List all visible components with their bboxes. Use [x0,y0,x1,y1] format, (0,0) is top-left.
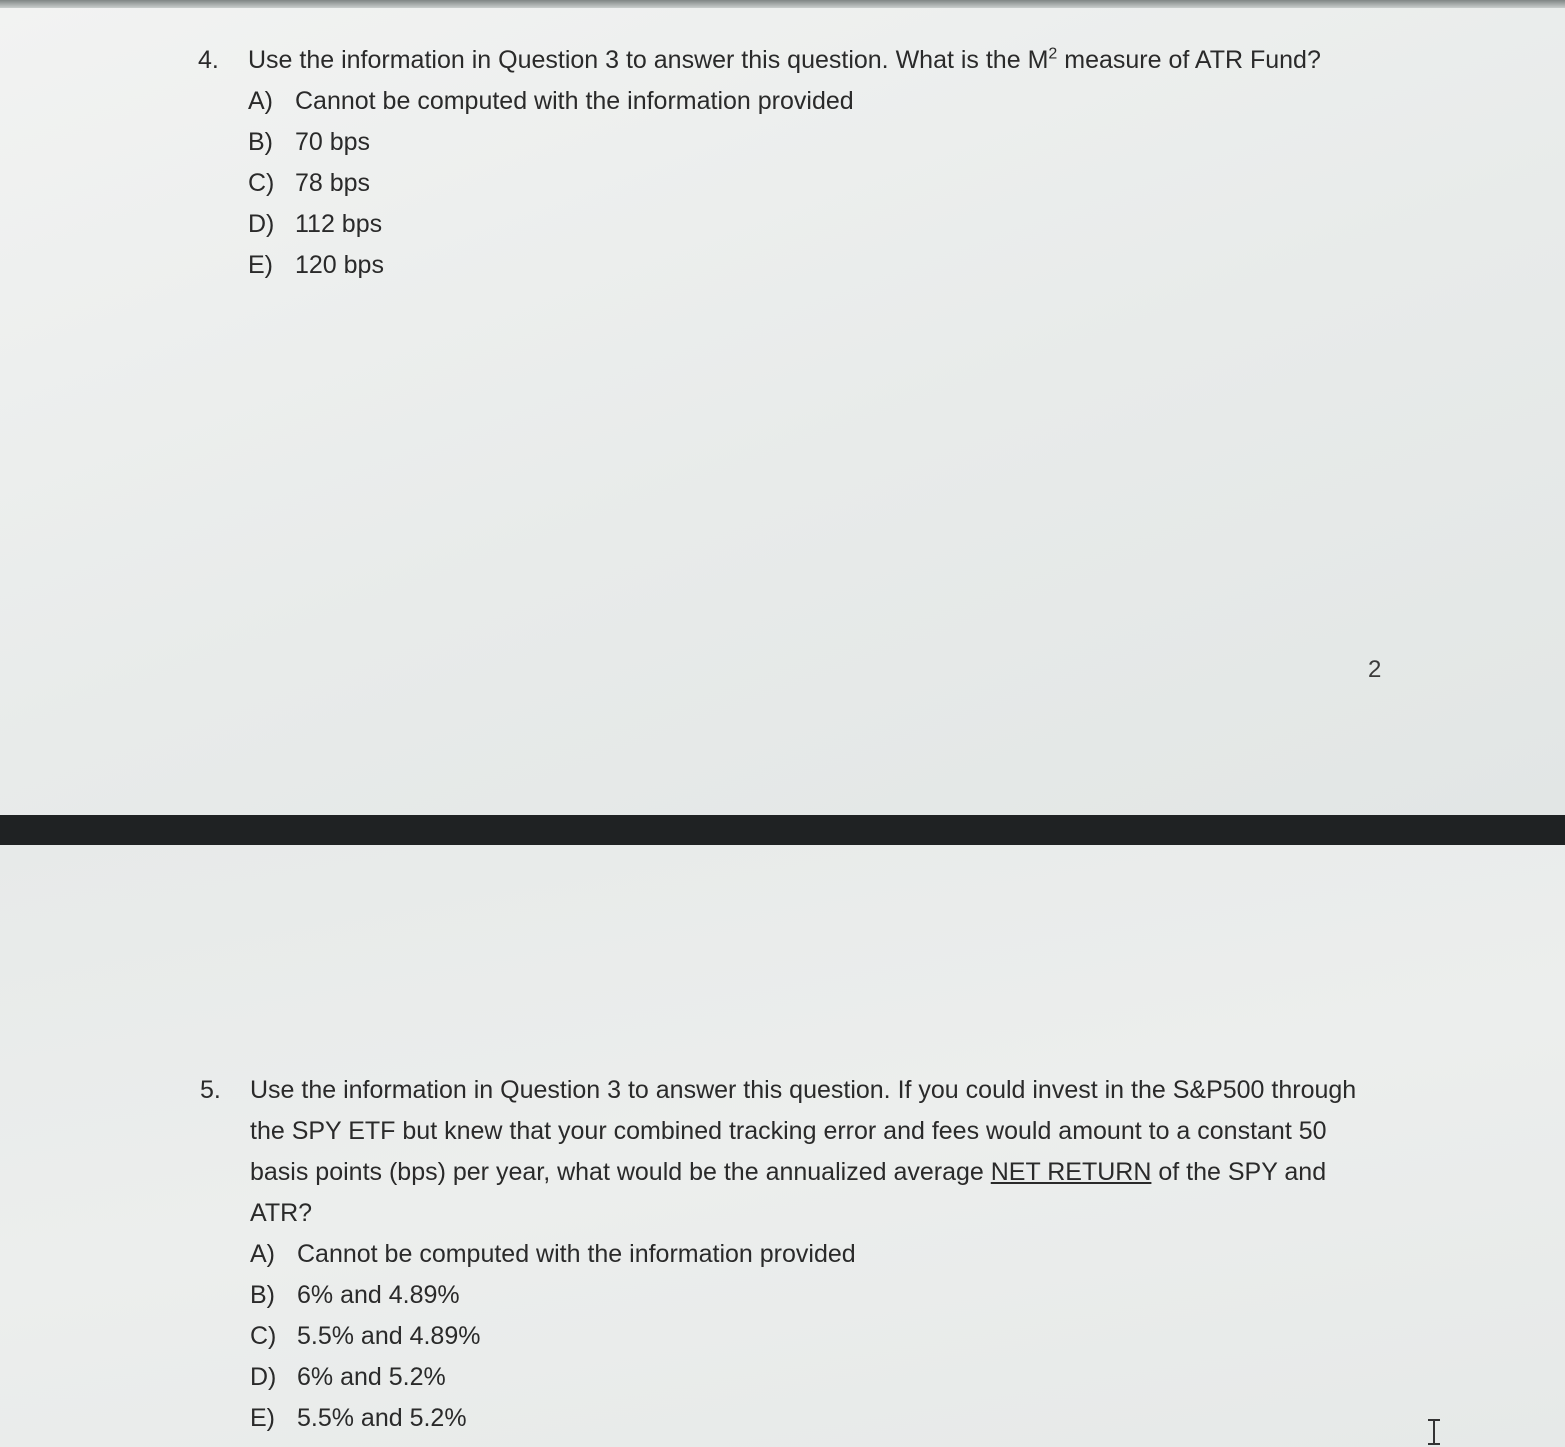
answer-option-a [250,1234,1370,1275]
answer-option-b [250,1275,1370,1316]
answer-option-e [248,245,1358,286]
question-text: Use the information in Question 3 to answer this question. If you could invest in the S&P500 through the SPY ETF but knew that your combined tracking error and fees would amount to a constant 50 basis points (bps) per year, what would be the annualized average NET RETURN of the SPY and ATR? [250,1076,1357,1227]
question-5-stem [200,1070,1370,1234]
option-letter: D) [250,1363,277,1391]
question-4-stem [198,40,1358,81]
option-text: 5.5% and 4.89% [297,1322,481,1350]
question-number: 5. [200,1076,221,1104]
option-letter: E) [250,1404,275,1432]
option-letter: E) [248,251,273,279]
answer-option-a [248,81,1358,122]
option-letter: A) [248,87,273,115]
option-text: 5.5% and 5.2% [297,1404,467,1432]
page-number: 2 [1368,656,1382,683]
superscript: 2 [1048,45,1058,63]
answer-options [248,81,1358,286]
question-text: Use the information in Question 3 to answer this question. What is the $M^2$ measure of ATR Fund? [248,45,1321,74]
page-separator [0,815,1565,845]
page-top-edge [0,0,1565,8]
option-text: Cannot be computed with the information provided [295,87,854,115]
option-letter: D) [248,210,275,238]
question-5 [200,1070,1370,1439]
option-text: 6% and 5.2% [297,1363,446,1391]
question-4 [198,40,1358,286]
answer-option-e [250,1398,1370,1439]
answer-option-c [248,163,1358,204]
option-letter: B) [248,128,273,156]
text-cursor-icon [1424,1418,1444,1446]
option-text: 120 bps [295,251,384,279]
option-letter: B) [250,1281,275,1309]
answer-option-c [250,1316,1370,1357]
option-text: 78 bps [295,169,371,197]
option-letter: A) [250,1240,275,1268]
option-text: 70 bps [295,128,371,156]
answer-option-d [250,1357,1370,1398]
answer-option-b [248,122,1358,163]
option-text: 112 bps [295,210,383,238]
question-number: 4. [198,46,219,74]
option-text: 6% and 4.89% [297,1281,460,1309]
answer-options [250,1234,1370,1439]
answer-option-d [248,204,1358,245]
option-letter: C) [248,169,275,197]
underlined-term: NET RETURN [990,1158,1152,1186]
option-letter: C) [250,1322,277,1350]
option-text: Cannot be computed with the information provided [297,1240,856,1268]
